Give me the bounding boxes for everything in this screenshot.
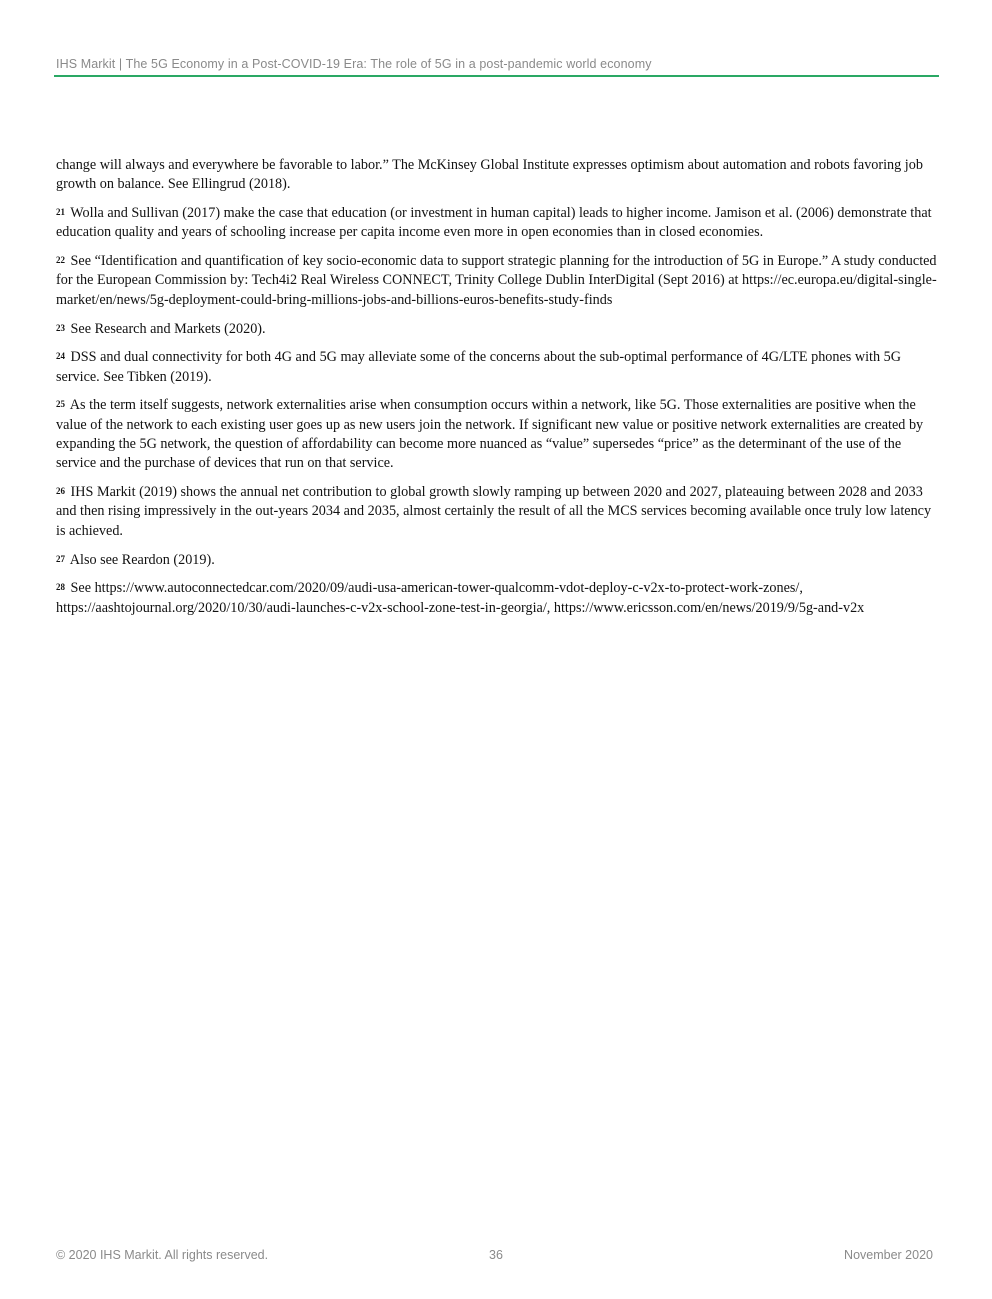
endnote-27 bbox=[56, 551, 940, 570]
running-header: IHS Markit | The 5G Economy in a Post-COVID-19 Era: The role of 5G in a post-pandemic world economy bbox=[56, 57, 652, 71]
endnote-number: 21 bbox=[56, 207, 65, 218]
footer-page-number: 36 bbox=[489, 1248, 503, 1262]
endnote-text: As the term itself suggests, network externalities arise when consumption occurs within a network, like 5G. Those externalities are positive when the value of the network to each existing user goes up as new users join the network. If significant new value or positive network externalities are created by expanding the 5G network, the question of affordability can become more nuanced as “value” supersedes “price” as the determinant of the use of the service and the purchase of devices that run on that service. bbox=[56, 397, 924, 472]
endnote-28 bbox=[56, 579, 940, 618]
endnote-23 bbox=[56, 320, 940, 339]
header-divider bbox=[54, 75, 939, 77]
endnote-number: 27 bbox=[56, 553, 65, 564]
footer-copyright: © 2020 IHS Markit. All rights reserved. bbox=[56, 1248, 269, 1262]
endnote-number: 25 bbox=[56, 399, 65, 410]
endnote-22 bbox=[56, 252, 940, 310]
endnote-21 bbox=[56, 204, 940, 243]
endnote-26 bbox=[56, 483, 940, 541]
footer-date: November 2020 bbox=[844, 1248, 933, 1262]
endnote-text: DSS and dual connectivity for both 4G and 5G may alleviate some of the concerns about the sub-optimal performance of 4G/LTE phones with 5G service. See Tibken (2019). bbox=[56, 349, 901, 385]
endnote-text: See https://www.autoconnectedcar.com/2020/09/audi-usa-american-tower-qualcomm-vdot-deploy-c-v2x-to-protect-work-zones/, https://aashtojournal.org/2020/10/30/audi-launches-c-v2x-school-zone-test-in-georgia/, https://www.ericsson.com/en/news/2019/9/5g-and-v2x bbox=[56, 580, 865, 616]
endnotes bbox=[56, 156, 940, 627]
endnote-24 bbox=[56, 348, 940, 387]
endnote-number: 24 bbox=[56, 351, 65, 362]
endnote-number: 26 bbox=[56, 486, 65, 497]
endnote-text: Wolla and Sullivan (2017) make the case that education (or investment in human capital) leads to higher income. Jamison et al. (2006) demonstrate that education quality and years of schooling increase per capita income even more in open economies than in closed economies. bbox=[56, 205, 932, 241]
endnote-continuation: change will always and everywhere be favorable to labor.” The McKinsey Global Institute expresses optimism about automation and robots favoring job growth on balance. See Ellingrud (2018). bbox=[56, 157, 923, 193]
endnote-number: 22 bbox=[56, 255, 65, 266]
endnote-25 bbox=[56, 396, 940, 473]
endnote-number: 23 bbox=[56, 322, 65, 333]
endnote-number: 28 bbox=[56, 582, 65, 593]
endnote-text: See “Identification and quantification of key socio-economic data to support strategic planning for the introduction of 5G in Europe.” A study conducted for the European Commission by: Tech4i2 Real Wireless CONNECT, Trinity College Dublin InterDigital (Sept 2016) at https://ec.europa.eu/digital-single-market/en/news/5g-deployment-could-bring-millions-jobs-and-billions-euros-benefits-study-finds bbox=[56, 253, 937, 308]
endnote-text: IHS Markit (2019) shows the annual net contribution to global growth slowly ramping up between 2020 and 2027, plateauing between 2028 and 2033 and then rising impressively in the out-years 2034 and 2035, almost certainly the result of all the MCS services becoming available once truly low latency is achieved. bbox=[56, 484, 932, 539]
endnote-text: Also see Reardon (2019). bbox=[69, 551, 215, 568]
endnote-text: See Research and Markets (2020). bbox=[70, 320, 266, 337]
